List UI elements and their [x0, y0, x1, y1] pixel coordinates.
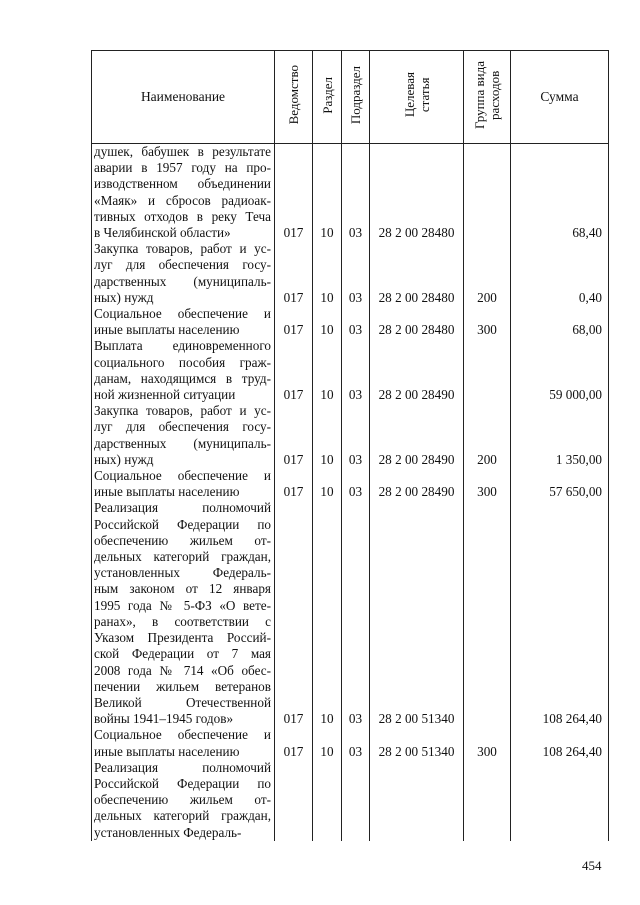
row-razdel-cell: 10: [313, 338, 342, 403]
header-podrazdel: Подраздел: [342, 51, 370, 144]
row-name-cell: [92, 468, 275, 500]
row-name-line: Реализация полномочий: [94, 500, 271, 516]
row-podrazdel-cell: 03: [342, 306, 370, 338]
row-podrazdel-cell: 03: [342, 403, 370, 468]
table-row: [92, 241, 609, 306]
row-summa-cell: 57 650,00: [511, 468, 609, 500]
row-name-cell: [92, 727, 275, 759]
row-podrazdel-cell: 03: [342, 241, 370, 306]
row-summa-cell: 68,40: [511, 144, 609, 242]
row-summa-cell: 68,00: [511, 306, 609, 338]
row-name-line: ской Федерации от 7 мая: [94, 646, 271, 662]
row-vedomstvo-cell: 017: [275, 727, 313, 759]
row-name-line: ной жизненной ситуации: [94, 387, 236, 403]
row-vid-rashodov-cell: [464, 760, 511, 841]
row-vedomstvo-cell: [275, 760, 313, 841]
row-vedomstvo-cell: 017: [275, 338, 313, 403]
row-summa-cell: 108 264,40: [511, 727, 609, 759]
table-row: [92, 403, 609, 468]
row-vedomstvo-cell: 017: [275, 144, 313, 242]
row-podrazdel-cell: 03: [342, 727, 370, 759]
row-razdel-cell: 10: [313, 403, 342, 468]
row-vid-rashodov-cell: [464, 338, 511, 403]
row-name-line: аварии в 1957 году на про-: [94, 160, 271, 176]
table-row: [92, 500, 609, 727]
row-vedomstvo-cell: 017: [275, 241, 313, 306]
row-name-line: Российской Федерации по: [94, 775, 271, 791]
table-row: [92, 144, 609, 242]
row-name-line: Закупка товаров, работ и ус-: [94, 241, 271, 257]
row-name-line: иные выплаты населению: [94, 322, 240, 338]
row-name-line: социального пособия граж-: [94, 354, 271, 370]
row-name-line: войны 1941–1945 годов»: [94, 711, 234, 727]
row-name-line: ных) нужд: [94, 289, 154, 305]
budget-table: [91, 50, 609, 841]
row-name-line: дельных категорий граждан,: [94, 808, 271, 824]
row-celevaya-statya-cell: 28 2 00 28480: [370, 306, 464, 338]
row-name-line: Социальное обеспечение и: [94, 727, 271, 743]
row-celevaya-statya-cell: 28 2 00 28480: [370, 144, 464, 242]
table-row: [92, 760, 609, 841]
row-name-line: Указом Президента Россий-: [94, 630, 271, 646]
row-name-line: тивных отходов в реку Теча: [94, 208, 271, 224]
row-vid-rashodov-cell: 300: [464, 306, 511, 338]
row-name-line: 1995 года № 5-ФЗ «О вете-: [94, 597, 271, 613]
row-podrazdel-cell: [342, 760, 370, 841]
row-razdel-cell: 10: [313, 306, 342, 338]
row-razdel-cell: 10: [313, 241, 342, 306]
table-row: [92, 338, 609, 403]
row-podrazdel-cell: 03: [342, 144, 370, 242]
row-name-line: печении жильем ветеранов: [94, 678, 271, 694]
row-name-line: изводственном объединении: [94, 176, 271, 192]
header-razdel: Раздел: [313, 51, 342, 144]
row-summa-cell: 1 350,00: [511, 403, 609, 468]
row-vid-rashodov-cell: 300: [464, 727, 511, 759]
row-vid-rashodov-cell: 200: [464, 403, 511, 468]
row-name-line: «Маяк» и сбросов радиоак-: [94, 192, 271, 208]
table-header-row: [92, 51, 609, 144]
row-celevaya-statya-cell: 28 2 00 28490: [370, 338, 464, 403]
row-celevaya-statya-cell: 28 2 00 28490: [370, 403, 464, 468]
table-row: [92, 468, 609, 500]
row-name-cell: [92, 338, 275, 403]
table-row: [92, 306, 609, 338]
row-celevaya-statya-cell: 28 2 00 51340: [370, 500, 464, 727]
row-name-line: душек, бабушек в результате: [94, 144, 271, 159]
row-name-line: установленных Федераль-: [94, 565, 271, 581]
row-vedomstvo-cell: 017: [275, 500, 313, 727]
row-celevaya-statya-cell: 28 2 00 51340: [370, 727, 464, 759]
row-name-line: 2008 года № 714 «Об обес-: [94, 662, 271, 678]
row-name-line: дарственных (муниципаль-: [94, 273, 271, 289]
row-name-line: Великой Отечественной: [94, 694, 271, 710]
row-name-line: луг для обеспечения госу-: [94, 419, 271, 435]
row-name-line: ных) нужд: [94, 451, 154, 467]
row-podrazdel-cell: 03: [342, 338, 370, 403]
row-name-line: дарственных (муниципаль-: [94, 435, 271, 451]
row-name-cell: [92, 306, 275, 338]
row-name-line: Российской Федерации по: [94, 516, 271, 532]
table-body: [92, 144, 609, 841]
header-name: Наименование: [92, 51, 275, 144]
row-name-line: установленных Федераль-: [94, 824, 242, 840]
row-name-line: ранах», в соответствии с: [94, 613, 271, 629]
row-name-line: Выплата единовременного: [94, 338, 271, 354]
row-name-line: луг для обеспечения госу-: [94, 257, 271, 273]
row-celevaya-statya-cell: [370, 760, 464, 841]
table-row: [92, 727, 609, 759]
row-razdel-cell: 10: [313, 468, 342, 500]
row-name-cell: [92, 403, 275, 468]
row-celevaya-statya-cell: 28 2 00 28480: [370, 241, 464, 306]
row-podrazdel-cell: 03: [342, 500, 370, 727]
row-razdel-cell: [313, 760, 342, 841]
row-name-cell: [92, 760, 275, 841]
row-name-line: данам, находящимся в труд-: [94, 370, 271, 386]
row-name-cell: [92, 241, 275, 306]
row-name-cell: [92, 500, 275, 727]
row-name-line: Социальное обеспечение и: [94, 468, 271, 484]
header-vedomstvo: Ведомство: [275, 51, 313, 144]
row-vedomstvo-cell: 017: [275, 306, 313, 338]
row-summa-cell: 59 000,00: [511, 338, 609, 403]
row-podrazdel-cell: 03: [342, 468, 370, 500]
header-summa: Сумма: [511, 51, 609, 144]
row-name-line: иные выплаты населению: [94, 484, 240, 500]
row-name-line: Реализация полномочий: [94, 759, 271, 775]
row-summa-cell: 108 264,40: [511, 500, 609, 727]
row-summa-cell: 0,40: [511, 241, 609, 306]
row-razdel-cell: 10: [313, 500, 342, 727]
row-name-line: в Челябинской области»: [94, 225, 231, 241]
row-name-line: ным законом от 12 января: [94, 581, 271, 597]
row-name-line: обеспечению жильем от-: [94, 792, 271, 808]
row-razdel-cell: 10: [313, 144, 342, 242]
row-name-line: иные выплаты населению: [94, 743, 240, 759]
row-summa-cell: [511, 760, 609, 841]
row-vedomstvo-cell: 017: [275, 468, 313, 500]
header-gruppa-vida-rashodov: Группа вида расходов: [464, 51, 511, 144]
row-name-line: Социальное обеспечение и: [94, 306, 271, 322]
row-vid-rashodov-cell: [464, 144, 511, 242]
row-vedomstvo-cell: 017: [275, 403, 313, 468]
header-celevaya-statya: Целевая статья: [370, 51, 464, 144]
row-name-line: дельных категорий граждан,: [94, 549, 271, 565]
row-vid-rashodov-cell: 300: [464, 468, 511, 500]
row-name-line: Закупка товаров, работ и ус-: [94, 403, 271, 419]
row-celevaya-statya-cell: 28 2 00 28490: [370, 468, 464, 500]
row-vid-rashodov-cell: 200: [464, 241, 511, 306]
row-name-line: обеспечению жильем от-: [94, 532, 271, 548]
page-number: 454: [582, 858, 602, 873]
row-razdel-cell: 10: [313, 727, 342, 759]
row-name-cell: [92, 144, 275, 242]
row-vid-rashodov-cell: [464, 500, 511, 727]
